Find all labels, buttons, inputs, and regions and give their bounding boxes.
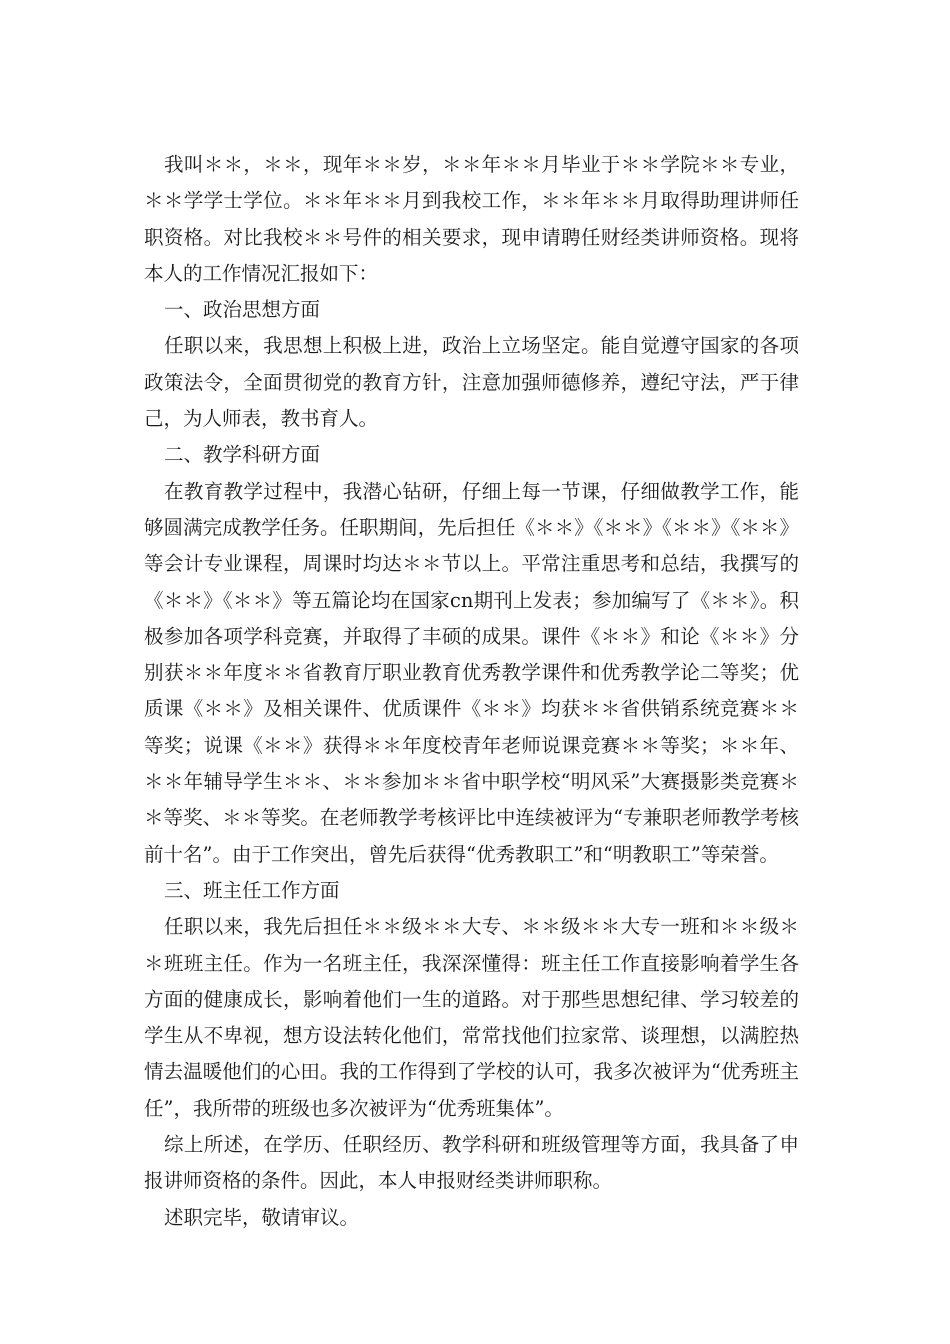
- summary-paragraph: 综上所述，在学历、任职经历、教学科研和班级管理等方面，我具备了申报讲师资格的条件。因此，本人申报财经类讲师职称。: [144, 1133, 799, 1193]
- headteacher-paragraph: 任职以来，我先后担任＊＊级＊＊大专、＊＊级＊＊大专一班和＊＊级＊＊班班主任。作为一名班主任，我深深懂得：班主任工作直接影响着学生各方面的健康成长，影响着他们一生的道路。对于那些思想纪律、学习较差的学生从不卑视，想方设法转化他们，常常找他们拉家常、谈理想，以满腔热情去温暖他们的心田。我的工作得到了学校的认可，我多次被评为“优秀班主任”，我所带的班级也多次被评为“优秀班集体”。: [144, 915, 799, 1120]
- section-heading-political: 一、政治思想方面: [164, 298, 321, 322]
- political-paragraph: 任职以来，我思想上积极上进，政治上立场坚定。能自觉遵守国家的各项政策法令，全面贯彻党的教育方针，注意加强师德修养，遵纪守法，严于律己，为人师表，教书育人。: [144, 334, 799, 431]
- intro-paragraph: 我叫＊＊，＊＊，现年＊＊岁，＊＊年＊＊月毕业于＊＊学院＊＊专业，＊＊学学士学位。＊＊年＊＊月到我校工作，＊＊年＊＊月取得助理讲师任职资格。对比我校＊＊号件的相关要求，现申请聘任财经类讲师资格。现将本人的工作情况汇报如下：: [144, 153, 799, 285]
- section-heading-headteacher: 三、班主任工作方面: [164, 878, 340, 902]
- section-heading-teaching: 二、教学科研方面: [164, 443, 321, 467]
- teaching-paragraph: 在教育教学过程中，我潜心钻研，仔细上每一节课，仔细做教学工作，能够圆满完成教学任务。任职期间，先后担任《＊＊》《＊＊》《＊＊》《＊＊》等会计专业课程，周课时均达＊＊节以上。平常注重思考和总结，我撰写的《＊＊》《＊＊》等五篇论均在国家cn期刊上发表；参加编写了《＊＊》。积极参加各项学科竞赛，并取得了丰硕的成果。课件《＊＊》和论《＊＊》分别获＊＊年度＊＊省教育厅职业教育优秀教学课件和优秀教学论二等奖；优质课《＊＊》及相关课件、优质课件《＊＊》均获＊＊省供销系统竞赛＊＊等奖；说课《＊＊》获得＊＊年度校青年老师说课竞赛＊＊等奖；＊＊年、＊＊年辅导学生＊＊、＊＊参加＊＊省中职学校“明风采”大赛摄影类竞赛＊＊等奖、＊＊等奖。在老师教学考核评比中连续被评为“专兼职老师教学考核前十名”。由于工作突出，曾先后获得“优秀教职工”和“明教职工”等荣誉。: [144, 479, 799, 866]
- document-body: [144, 147, 799, 1236]
- closing-paragraph: 述职完毕，敬请审议。: [164, 1205, 360, 1229]
